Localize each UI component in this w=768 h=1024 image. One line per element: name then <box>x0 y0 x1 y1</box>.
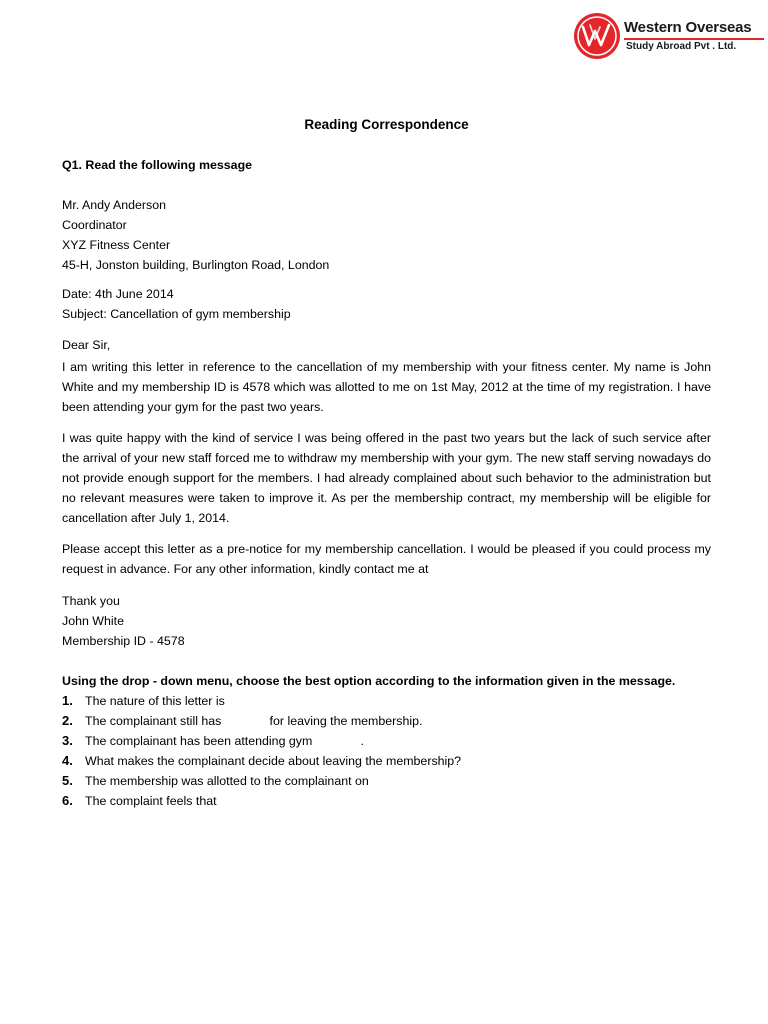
list-item <box>62 791 711 811</box>
question-number: 4. <box>62 753 73 768</box>
recipient-position: Coordinator <box>62 218 127 232</box>
recipient-address-line: 45-H, Jonston building, Burlington Road, London <box>62 258 330 272</box>
recipient-name: Mr. Andy Anderson <box>62 198 167 212</box>
date-line: Date: 4th June 2014 <box>62 287 174 301</box>
paragraph: I am writing this letter in reference to the cancellation of my membership with your fitness center. My name is John White and my membership ID is 4578 which was allotted to me on 1st May, 2012 at the time of my registration. I have been attending your gym for the past two years. <box>62 360 711 414</box>
question-text: The complaint feels that <box>85 794 217 808</box>
salutation-text: Dear Sir, <box>62 338 111 352</box>
paragraph: Please accept this letter as a pre-notice for my membership cancellation. I would be pleased if you could process my request in advance. For any other information, kindly contact me at <box>62 542 711 576</box>
membership-id: Membership ID - 4578 <box>62 634 185 648</box>
logo-name: Western Overseas <box>624 19 752 36</box>
subject-line: Subject: Cancellation of gym membership <box>62 307 291 321</box>
list-item <box>62 691 711 711</box>
recipient-address <box>62 195 711 275</box>
question-text: The complainant still has for leaving the membership. <box>85 714 423 728</box>
question-number: 3. <box>62 733 73 748</box>
logo-mark-icon <box>574 13 620 59</box>
question-text: The nature of this letter is <box>85 694 225 708</box>
list-item <box>62 711 711 731</box>
closing-thanks: Thank you <box>62 594 120 608</box>
list-item <box>62 771 711 791</box>
question-text: The membership was allotted to the complainant on <box>85 774 369 788</box>
page-title: Reading Correspondence <box>304 117 469 132</box>
instruction: Using the drop - down menu, choose the best option according to the information given in the message. <box>62 674 676 688</box>
question-list <box>62 691 711 811</box>
letter-meta <box>62 284 711 324</box>
question-text: What makes the complainant decide about leaving the membership? <box>85 754 462 768</box>
recipient-organization: XYZ Fitness Center <box>62 238 171 252</box>
question-text: The complainant has been attending gym . <box>85 734 364 748</box>
paragraph: I was quite happy with the kind of service I was being offered in the past two years but the lack of such service after the arrival of your new staff forced me to withdraw my membership with your gym. The new staff serving nowadays do not provide enough support for the members. I had already complained about such behavior to the administration but no relevant measures were taken to improve it. As per the membership contract, my membership will be eligible for cancellation after July 1, 2014. <box>62 431 711 525</box>
question-number: 2. <box>62 713 73 728</box>
logo-divider <box>624 38 764 40</box>
letter-closing <box>62 591 711 651</box>
company-logo <box>574 13 764 59</box>
list-item <box>62 751 711 771</box>
salutation <box>62 335 711 355</box>
question-number: 1. <box>62 693 73 708</box>
question-number: 5. <box>62 773 73 788</box>
signer-name: John White <box>62 614 124 628</box>
list-item <box>62 731 711 751</box>
question-heading: Q1. Read the following message <box>62 158 253 172</box>
logo-tagline: Study Abroad Pvt . Ltd. <box>626 41 737 52</box>
question-number: 6. <box>62 793 73 808</box>
